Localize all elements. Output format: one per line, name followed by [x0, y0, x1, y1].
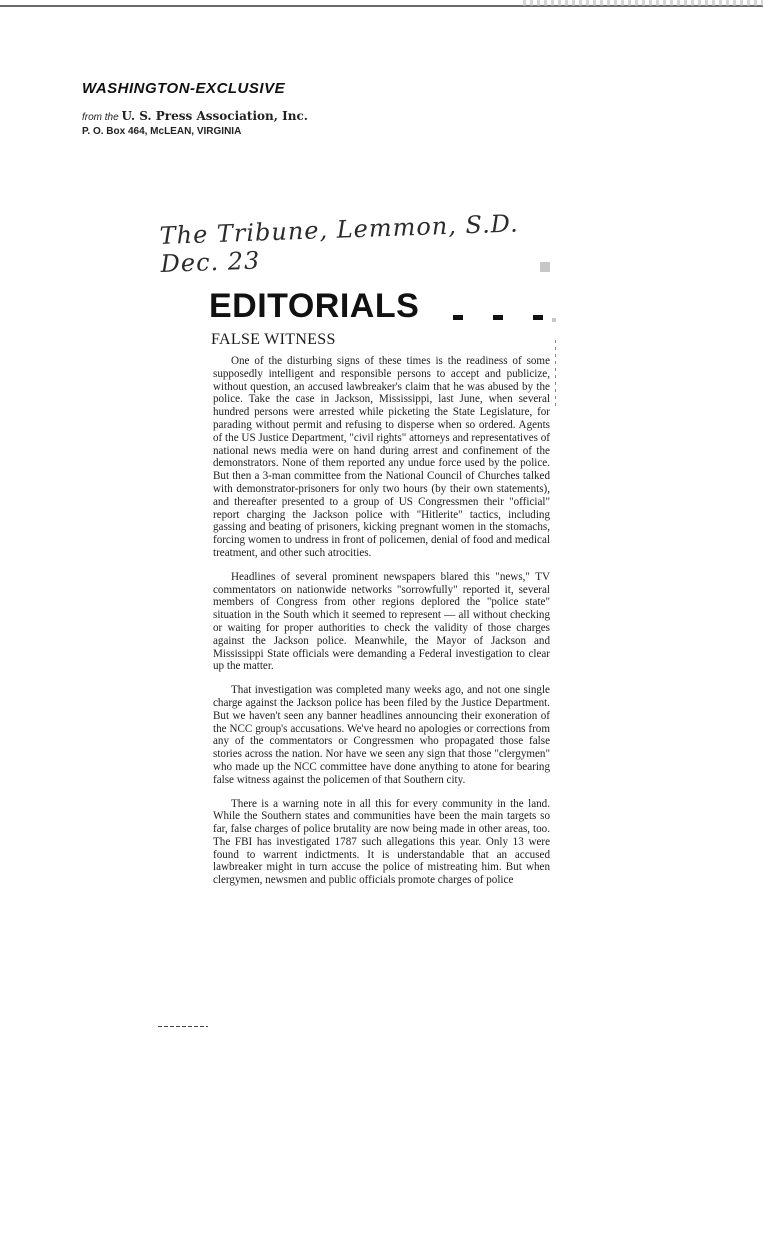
header-line-prefix: from the [82, 112, 119, 123]
press-header [82, 80, 382, 140]
heading-dash [533, 315, 543, 320]
paper-speck [540, 262, 550, 272]
paragraph: There is a warning note in all this for every community in the land. While the Southern states and communities have been the main targets so far, false charges of police brutality are now being made in other areas, too. The FBI has investigated 1787 such allegations this year. Only 13 were found to warrent indictments. It is understandable that an accused lawbreaker might in turn accuse the police of mistreating him. But when clergymen, newsmen and public officials promote charges of police [213, 797, 550, 887]
paragraph: That investigation was completed many weeks ago, and not one single charge against the Jackson police has been filed by the Justice Department. But we haven't seen any banner headlines announcing their exoneration of the NCC group's accusations. We've heard no apologies or corrections from any of the commentators or Congressmen who propagated those false stories across the nation. Nor have we seen any sign that those "clergymen" who made up the NCC committee have done anything to atone for bearing false witness against the policemen of that Southern city. [213, 684, 550, 786]
editorials-heading-row [205, 285, 550, 327]
crop-mark [158, 1026, 208, 1027]
header-line-address: P. O. Box 464, McLEAN, VIRGINIA [82, 126, 242, 137]
top-edge-marks [523, 0, 763, 6]
heading-dash [493, 315, 503, 320]
editorial-subheading: FALSE WITNESS [211, 331, 336, 348]
newspaper-clipping [205, 285, 550, 898]
paragraph: One of the disturbing signs of these times is the readiness of some supposedly intelligent and responsible persons to accept and publicize, without question, an accused lawbreaker's claim that he was abused by the police. Take the case in Jackson, Mississippi, last June, when several hundred persons were arrested while picketing the State Legislature, for parading without permit and refusing to disperse when so ordered. Agents of the US Justice Department, "civil rights" attorneys and representatives of national news media were on hand during arrest and confinement of the demonstrators. None of them reported any undue force used by the police. But then a 3-man committee from the National Council of Churches talked with demonstrator-prisoners for only two hours (by their own statements), and thereafter presented to a group of US Congressmen their "official" report charging the Jackson police with "Hitlerite" tactics, including gassing and beating of prisoners, kicking pregnant women in the stomachs, forcing women to undress in front of policemen, denial of food and medical treatment, and other such atrocities. [213, 355, 550, 559]
header-org-name: U. S. Press Association, Inc. [121, 109, 308, 123]
editorial-body [205, 355, 550, 887]
handwritten-text: The Tribune, Lemmon, S.D. Dec. 23 [159, 209, 520, 278]
header-line-org [82, 109, 382, 123]
header-title: WASHINGTON-EXCLUSIVE [82, 80, 286, 97]
paper-speck [552, 318, 556, 322]
editorials-title: EDITORIALS [209, 287, 420, 325]
heading-dash [453, 315, 463, 320]
handwritten-source-note [159, 209, 560, 278]
clipping-edge-mark [555, 340, 556, 410]
paragraph: Headlines of several prominent newspapers blared this "news," TV commentators on nationwide networks "sorrowfully" reported it, several members of Congress from other regions deplored the "police state" situation in the South which it seemed to represent — all without checking or waiting for proper authorities to check the validity of those charges against the Jackson police. Meanwhile, the Mayor of Jackson and Mississippi State officials were demanding a Federal investigation to clear up the matter. [213, 570, 550, 673]
